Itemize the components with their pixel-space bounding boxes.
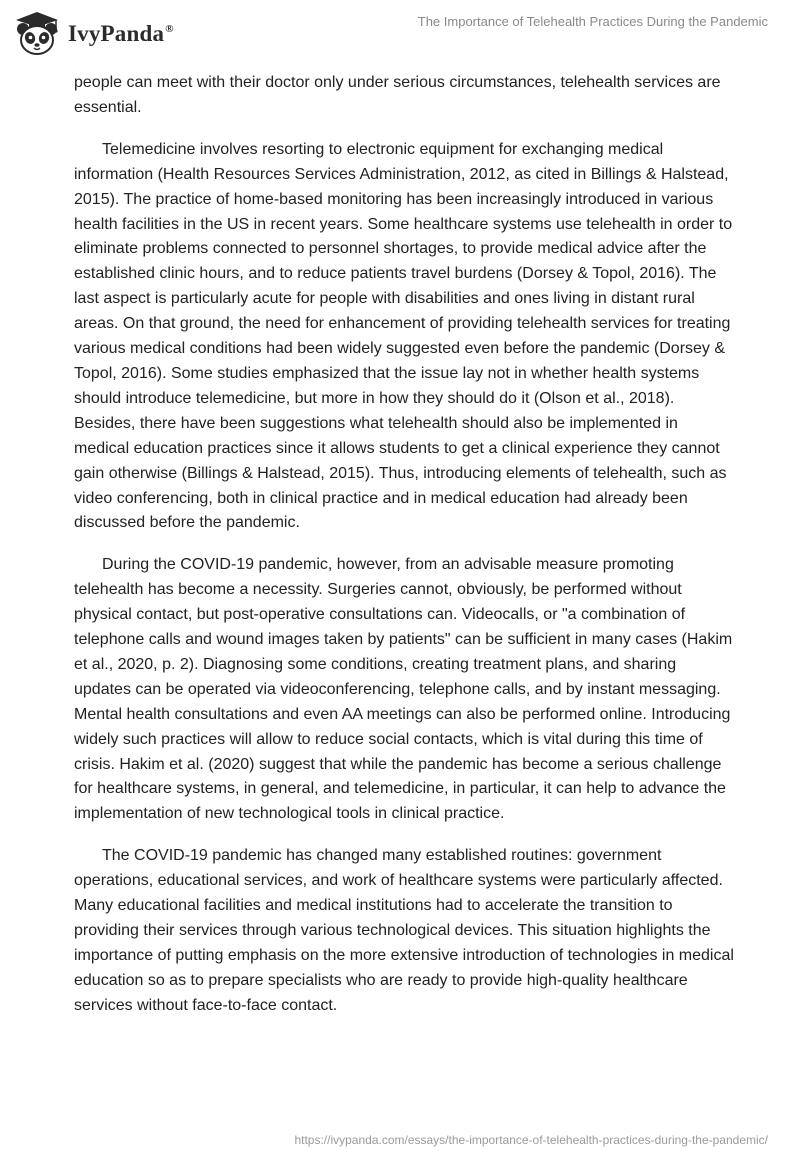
- registered-mark: ®: [165, 23, 174, 36]
- essay-body: [74, 71, 734, 1036]
- paragraph-continuation: people can meet with their doctor only under serious circumstances, telehealth services are essential.: [74, 74, 721, 116]
- document-title: The Importance of Telehealth Practices During the Pandemic: [417, 14, 768, 29]
- panda-graduate-icon: [12, 10, 62, 58]
- paragraph: During the COVID-19 pandemic, however, from an advisable measure promoting telehealth has become a necessity. Surgeries cannot, obviously, be performed without physical contact, but post-operative consultations can. Videocalls, or "a combination of telephone calls and wound images taken by patients" can be sufficient in many cases (Hakim et al., 2020, p. 2). Diagnosing some conditions, creating treatment plans, and sharing updates can be operated via videoconferencing, telephone calls, and by instant messaging. Mental health consultations and even AA meetings can also be performed online. Introducing widely such practices will allow to reduce social contacts, which is vital during this time of crisis. Hakim et al. (2020) suggest that while the pandemic has become a serious challenge for healthcare systems, in general, and telemedicine, in particular, it can help to advance the implementation of new technological tools in clinical practice.: [74, 556, 733, 823]
- paragraph: The COVID-19 pandemic has changed many established routines: government operations, educational services, and work of healthcare systems were particularly affected. Many educational facilities and medical institutions had to accelerate the transition to providing their services through various technological devices. This situation highlights the importance of putting emphasis on the more extensive introduction of technologies in medical education so as to prepare specialists who are ready to provide high-quality healthcare services without face-to-face contact.: [74, 847, 734, 1014]
- page-header: [0, 0, 800, 70]
- source-url-link[interactable]: https://ivypanda.com/essays/the-importance-of-telehealth-practices-during-the-pandemic/: [294, 1133, 768, 1147]
- ivypanda-logo[interactable]: [12, 10, 174, 58]
- paragraph: Telemedicine involves resorting to electronic equipment for exchanging medical information (Health Resources Services Administration, 2012, as cited in Billings & Halstead, 2015). The practice of home-based monitoring has been increasingly introduced in various health facilities in the US in recent years. Some healthcare systems use telehealth in order to eliminate problems connected to personnel shortages, to provide medical advice after the established clinic hours, and to reduce patients travel burdens (Dorsey & Topol, 2016). The last aspect is particularly acute for people with disabilities and ones living in distant rural areas. On that ground, the need for enhancement of providing telehealth services for treating various medical conditions had been widely suggested even before the pandemic (Dorsey & Topol, 2016). Some studies emphasized that the issue lay not in whether health systems should introduce telemedicine, but more in how they should do it (Olson et al., 2018). Besides, there have been suggestions what telehealth should also be implemented in medical education practices since it allows students to get a clinical experience they cannot gain otherwise (Billings & Halstead, 2015). Thus, introducing elements of telehealth, such as video conferencing, both in clinical practice and in medical education had already been discussed before the pandemic.: [74, 140, 733, 532]
- logo-wordmark: IvyPanda®: [68, 21, 174, 46]
